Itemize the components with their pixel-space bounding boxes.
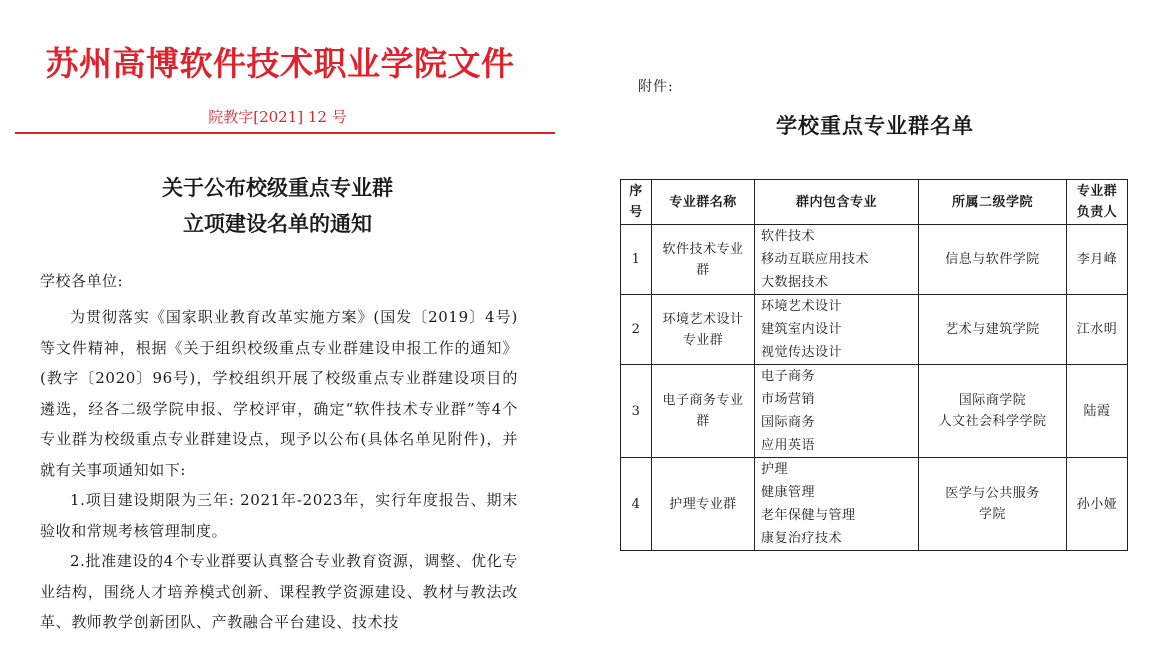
header-majors: 群内包含专业 <box>755 180 919 225</box>
row-majors <box>755 365 919 458</box>
major-item: 市场营销 <box>761 392 816 407</box>
major-item: 康复治疗技术 <box>761 531 843 546</box>
row-college <box>919 295 1067 365</box>
major-item: 软件技术 <box>761 229 816 244</box>
attachment-label: 附件: <box>638 79 674 95</box>
row-index: 1 <box>621 225 652 295</box>
college-line: 艺术与建筑学院 <box>945 322 1040 337</box>
body-paragraph: 1.项目建设期限为三年: 2021年-2023年，实行年度报告、期末验收和常规考核管理制度。 <box>40 491 518 540</box>
college-line: 人文社会科学学院 <box>938 414 1047 429</box>
major-item: 电子商务 <box>761 369 816 384</box>
table-row <box>621 225 1128 295</box>
notice-title <box>0 170 555 242</box>
row-majors <box>755 295 919 365</box>
row-group-name: 软件技术专业群 <box>652 225 755 295</box>
header-group-name: 专业群名称 <box>652 180 755 225</box>
table-row <box>621 365 1128 458</box>
body-paragraph: 2.批准建设的4个专业群要认真整合专业教育资源，调整、优化专业结构，围绕人才培养模式创新、课程教学资源建设、教材与教法改革、教师教学创新团队、产教融合平台建设、技术技 <box>40 552 518 631</box>
major-item: 建筑室内设计 <box>761 322 843 337</box>
major-item: 移动互联应用技术 <box>761 252 870 267</box>
salutation: 学校各单位: <box>40 272 124 290</box>
header-leader: 专业群 负责人 <box>1067 180 1128 225</box>
header-college: 所属二级学院 <box>919 180 1067 225</box>
row-college <box>919 458 1067 551</box>
header-index: 序 号 <box>621 180 652 225</box>
row-index: 2 <box>621 295 652 365</box>
notice-title-line2: 立项建设名单的通知 <box>183 211 372 236</box>
document-number: 院教字[2021] 12 号 <box>208 108 347 126</box>
row-group-name: 护理专业群 <box>652 458 755 551</box>
row-index: 4 <box>621 458 652 551</box>
major-item: 健康管理 <box>761 485 816 500</box>
notice-body <box>40 302 518 638</box>
row-index: 3 <box>621 365 652 458</box>
major-item: 视觉传达设计 <box>761 345 843 360</box>
major-item: 大数据技术 <box>761 275 829 290</box>
college-line: 学院 <box>978 507 1006 522</box>
major-item: 应用英语 <box>761 438 816 453</box>
notice-page <box>0 0 575 649</box>
row-majors <box>755 458 919 551</box>
groups-table <box>620 179 1128 551</box>
attachment-page <box>575 0 1153 649</box>
college-line: 医学与公共服务 <box>945 486 1040 501</box>
row-group-name: 电子商务专业群 <box>652 365 755 458</box>
attachment-title: 学校重点专业群名单 <box>776 113 974 138</box>
row-leader: 陆霞 <box>1067 365 1128 458</box>
row-leader: 江水明 <box>1067 295 1128 365</box>
table-row <box>621 458 1128 551</box>
college-line: 国际商学院 <box>958 393 1027 408</box>
red-divider <box>15 132 555 134</box>
major-item: 环境艺术设计 <box>761 299 843 314</box>
row-leader: 李月峰 <box>1067 225 1128 295</box>
row-majors <box>755 225 919 295</box>
college-line: 信息与软件学院 <box>945 252 1040 267</box>
major-item: 老年保健与管理 <box>761 508 856 523</box>
major-item: 国际商务 <box>761 415 816 430</box>
notice-title-line1: 关于公布校级重点专业群 <box>162 175 393 200</box>
table-header-row <box>621 180 1128 225</box>
document-header-title: 苏州高博软件技术职业学院文件 <box>45 44 515 83</box>
row-leader: 孙小娅 <box>1067 458 1128 551</box>
body-paragraph: 为贯彻落实《国家职业教育改革实施方案》(国发〔2019〕4号)等文件精神，根据《关于组织校级重点专业群建设申报工作的通知》(教字〔2020〕96号)，学校组织开展了校级重点专业群建设项目的遴选，经各二级学院申报、学校评审，确定“软件技术专业群”等4个专业群为校级重点专业群建设点，现予以公布(具体名单见附件)，并就有关事项通知如下: <box>40 308 518 479</box>
row-college <box>919 225 1067 295</box>
row-group-name: 环境艺术设计专业群 <box>652 295 755 365</box>
table-row <box>621 295 1128 365</box>
row-college <box>919 365 1067 458</box>
major-item: 护理 <box>761 462 789 477</box>
